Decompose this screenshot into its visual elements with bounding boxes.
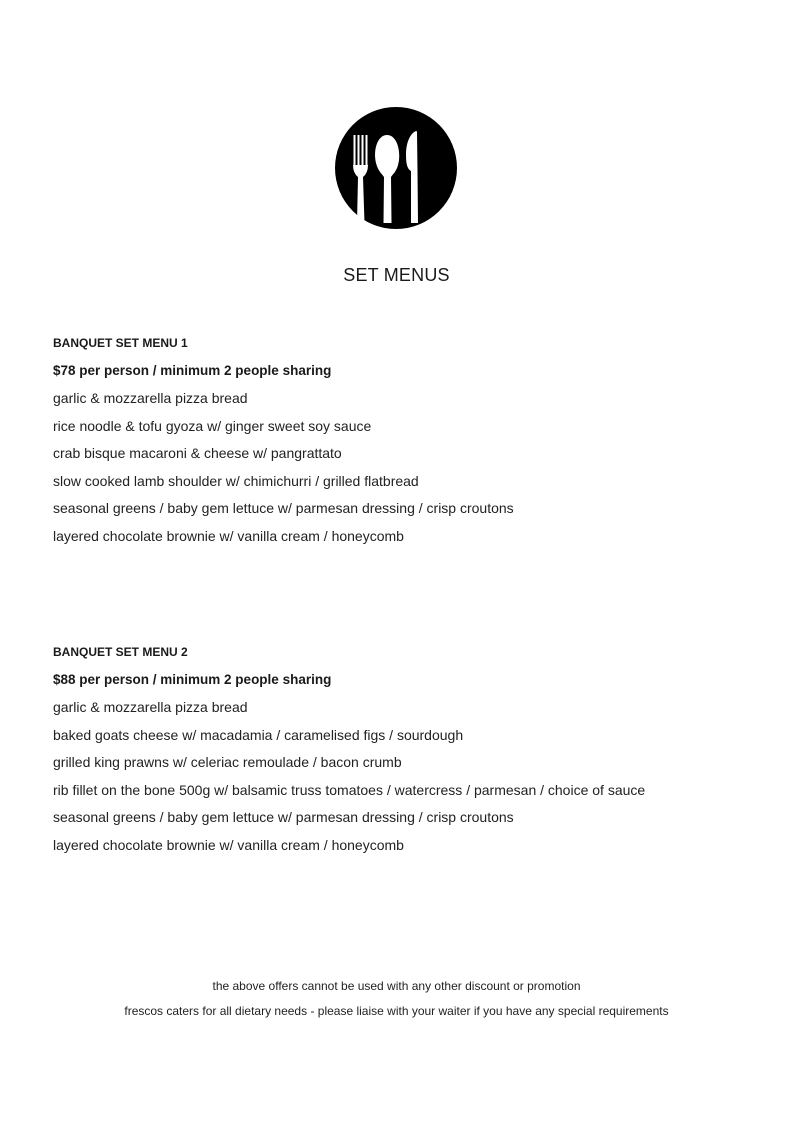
menu-item: slow cooked lamb shoulder w/ chimichurri / grilled flatbread xyxy=(53,472,419,489)
menu-item: garlic & mozzarella pizza bread xyxy=(53,390,248,406)
menu-item: garlic & mozzarella pizza bread xyxy=(53,699,248,715)
menu-item: layered chocolate brownie w/ vanilla cream / honeycomb xyxy=(53,527,404,544)
set-menu-1 xyxy=(53,334,753,554)
set-menu-2 xyxy=(53,643,753,863)
menu-item: rib fillet on the bone 500g w/ balsamic truss tomatoes / watercress / parmesan / choice of sauce xyxy=(53,781,646,798)
page-title: SET MENUS xyxy=(343,265,450,285)
menu-item: seasonal greens / baby gem lettuce w/ parmesan dressing / crisp croutons xyxy=(53,809,514,825)
menu-item: baked goats cheese w/ macadamia / caramelised figs / sourdough xyxy=(53,726,464,743)
menu-item: seasonal greens / baby gem lettuce w/ parmesan dressing / crisp croutons xyxy=(53,500,514,516)
menu-item: crab bisque macaroni & cheese w/ pangrattato xyxy=(53,445,342,461)
menu-price: $88 per person / minimum 2 people sharing xyxy=(53,671,332,687)
footer-disclaimer: the above offers cannot be used with any other discount or promotion xyxy=(212,979,581,993)
menu-price: $78 per person / minimum 2 people sharing xyxy=(53,362,332,378)
cutlery-icon xyxy=(335,107,457,229)
menu-heading: BANQUET SET MENU 2 xyxy=(53,645,188,659)
footer-dietary-note: frescos caters for all dietary needs - please liaise with your waiter if you have any special requirements xyxy=(124,1004,669,1018)
menu-item: rice noodle & tofu gyoza w/ ginger sweet soy sauce xyxy=(53,417,372,434)
menu-heading: BANQUET SET MENU 1 xyxy=(53,336,188,350)
menu-item: grilled king prawns w/ celeriac remoulade / bacon crumb xyxy=(53,754,402,770)
menu-item: layered chocolate brownie w/ vanilla cream / honeycomb xyxy=(53,836,404,853)
